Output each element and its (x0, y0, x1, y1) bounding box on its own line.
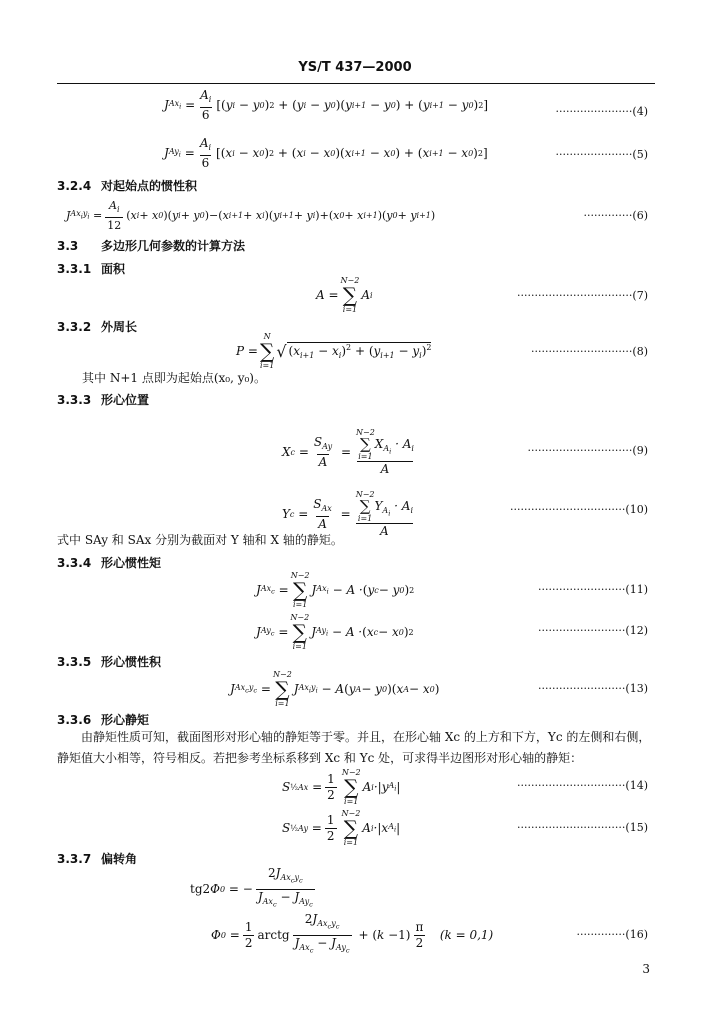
section-3-3: 3.3 多边形几何参数的计算方法 (57, 239, 246, 253)
section-3-3-3: 3.3.3 形心位置 (57, 393, 150, 407)
equation-16: Φ 0 = $\frac{1}{2}$ arctg $\frac{2J_{Ax_cy_c}}{J_{Ax_c} - J_{Ay_c}}$ + ( k − 1) $\frac{\pi}{2}$ (k = 0,1) (211, 912, 493, 958)
equation-8: P = N ∑ i=1 √ $(x_{i+1} - x_i)^2 + (y_{i+1} - y_i)^2$ (236, 332, 432, 370)
equation-number-8: ·····························(8) (531, 345, 648, 358)
equation-15: S ½Ay = $\frac{1}{2}$ N−2 ∑ i=1 A i · | x $A_i$ | (282, 809, 401, 847)
equation-4: J $Ax_i$ = $\frac{A_i}{6}$ [( y i − y 0 ) 2 + ( y i − y 0 )( y i+1 − y 0 ) + ( y i+1 − y 0 ) 2 ] (164, 87, 489, 122)
equation-number-13: ·························(13) (537, 682, 648, 695)
page-number: 3 (642, 962, 650, 976)
equation-5: J $Ay_i$ = $\frac{A_i}{6}$ [( x i − x 0 ) 2 + ( x i − x 0 )( x i+1 − x 0 ) + ( x i+1 − x 0 ) 2 ] (164, 135, 488, 170)
equation-6: J $Ax_iy_i$ = $\frac{A_i}{12}$ ( x i + x 0 )( y i + y 0 ) − ( x i+1 + x i )( y i+1 + y i ) + ( x 0 + x i+1 )( y 0 + y i+1 ) (66, 198, 436, 232)
equation-number-14: ·······························(14) (517, 779, 648, 792)
equation-number-15: ·······························(15) (517, 821, 648, 834)
equation-number-7: ·································(7) (517, 289, 648, 302)
document-header: YS/T 437—2000 (298, 60, 412, 75)
equation-number-9: ······························(9) (527, 444, 648, 457)
section-3-3-5: 3.3.5 形心惯性积 (57, 655, 162, 669)
equation-number-16: ··············(16) (576, 928, 648, 941)
n-plus-one-note: 其中 N+1 点即为起始点(x₀, y₀)。 (82, 371, 266, 385)
section-3-2-4: 3.2.4 对起始点的惯性积 (57, 179, 198, 193)
equation-7: A = N−2 ∑ i=1 A i (316, 276, 373, 314)
equation-number-6: ··············(6) (583, 209, 648, 222)
static-moment-definition: 式中 SAy 和 SAx 分别为截面对 Y 轴和 X 轴的静矩。 (57, 533, 343, 547)
equation-number-10: ·································(10) (510, 503, 648, 516)
tangent-equation: tg2 Φ 0 = − $\frac{2J_{Ax_cy_c}}{J_{Ax_c} - J_{Ay_c}}$ (190, 866, 318, 912)
equation-number-11: ·························(11) (537, 583, 648, 596)
equation-13: J $Ax_cy_c$ = N−2 ∑ i=1 J $Ax_iy_i$ − A ( y A − y 0 )( x A − x 0 ) (230, 670, 440, 708)
equation-number-12: ·························(12) (537, 624, 648, 637)
equation-14: S ½Ax = $\frac{1}{2}$ N−2 ∑ i=1 A i · | y $A_i$ | (282, 768, 401, 806)
equation-number-5: ······················(5) (555, 148, 648, 161)
section-3-3-4: 3.3.4 形心惯性矩 (57, 556, 162, 570)
equation-12: J $Ay_c$ = N−2 ∑ i=1 J $Ay_i$ − A · ( x c − x 0 ) 2 (256, 613, 414, 651)
section-3-3-6: 3.3.6 形心静矩 (57, 713, 150, 727)
equation-10: Y c = $\frac{S_{Ax}}{A}$ = N−2 ∑ i=1 $Y_{A_i} \cdot A_i$ A (282, 489, 413, 538)
equation-9: X c = $\frac{S_{Ay}}{A}$ = N−2 ∑ i=1 $X_{A_i} \cdot A_i$ A (282, 427, 414, 476)
equation-11: J $Ax_c$ = N−2 ∑ i=1 J $Ax_i$ − A · ( y c − y 0 ) 2 (256, 571, 415, 609)
equation-number-4: ······················(4) (555, 105, 648, 118)
section-3-3-2: 3.3.2 外周长 (57, 320, 138, 334)
section-3-3-1: 3.3.1 面积 (57, 262, 126, 276)
section-3-3-6-paragraph: 由静矩性质可知，截面图形对形心轴的静矩等于零。并且，在形心轴 Xc 的上方和下方，Yc 的左侧和右侧，静矩值大小相等，符号相反。若把参考坐标系移到 Xc 和 Yc 处，可求得半边图形对形心轴的静矩： (57, 730, 651, 765)
section-3-3-7: 3.3.7 偏转角 (57, 852, 138, 866)
